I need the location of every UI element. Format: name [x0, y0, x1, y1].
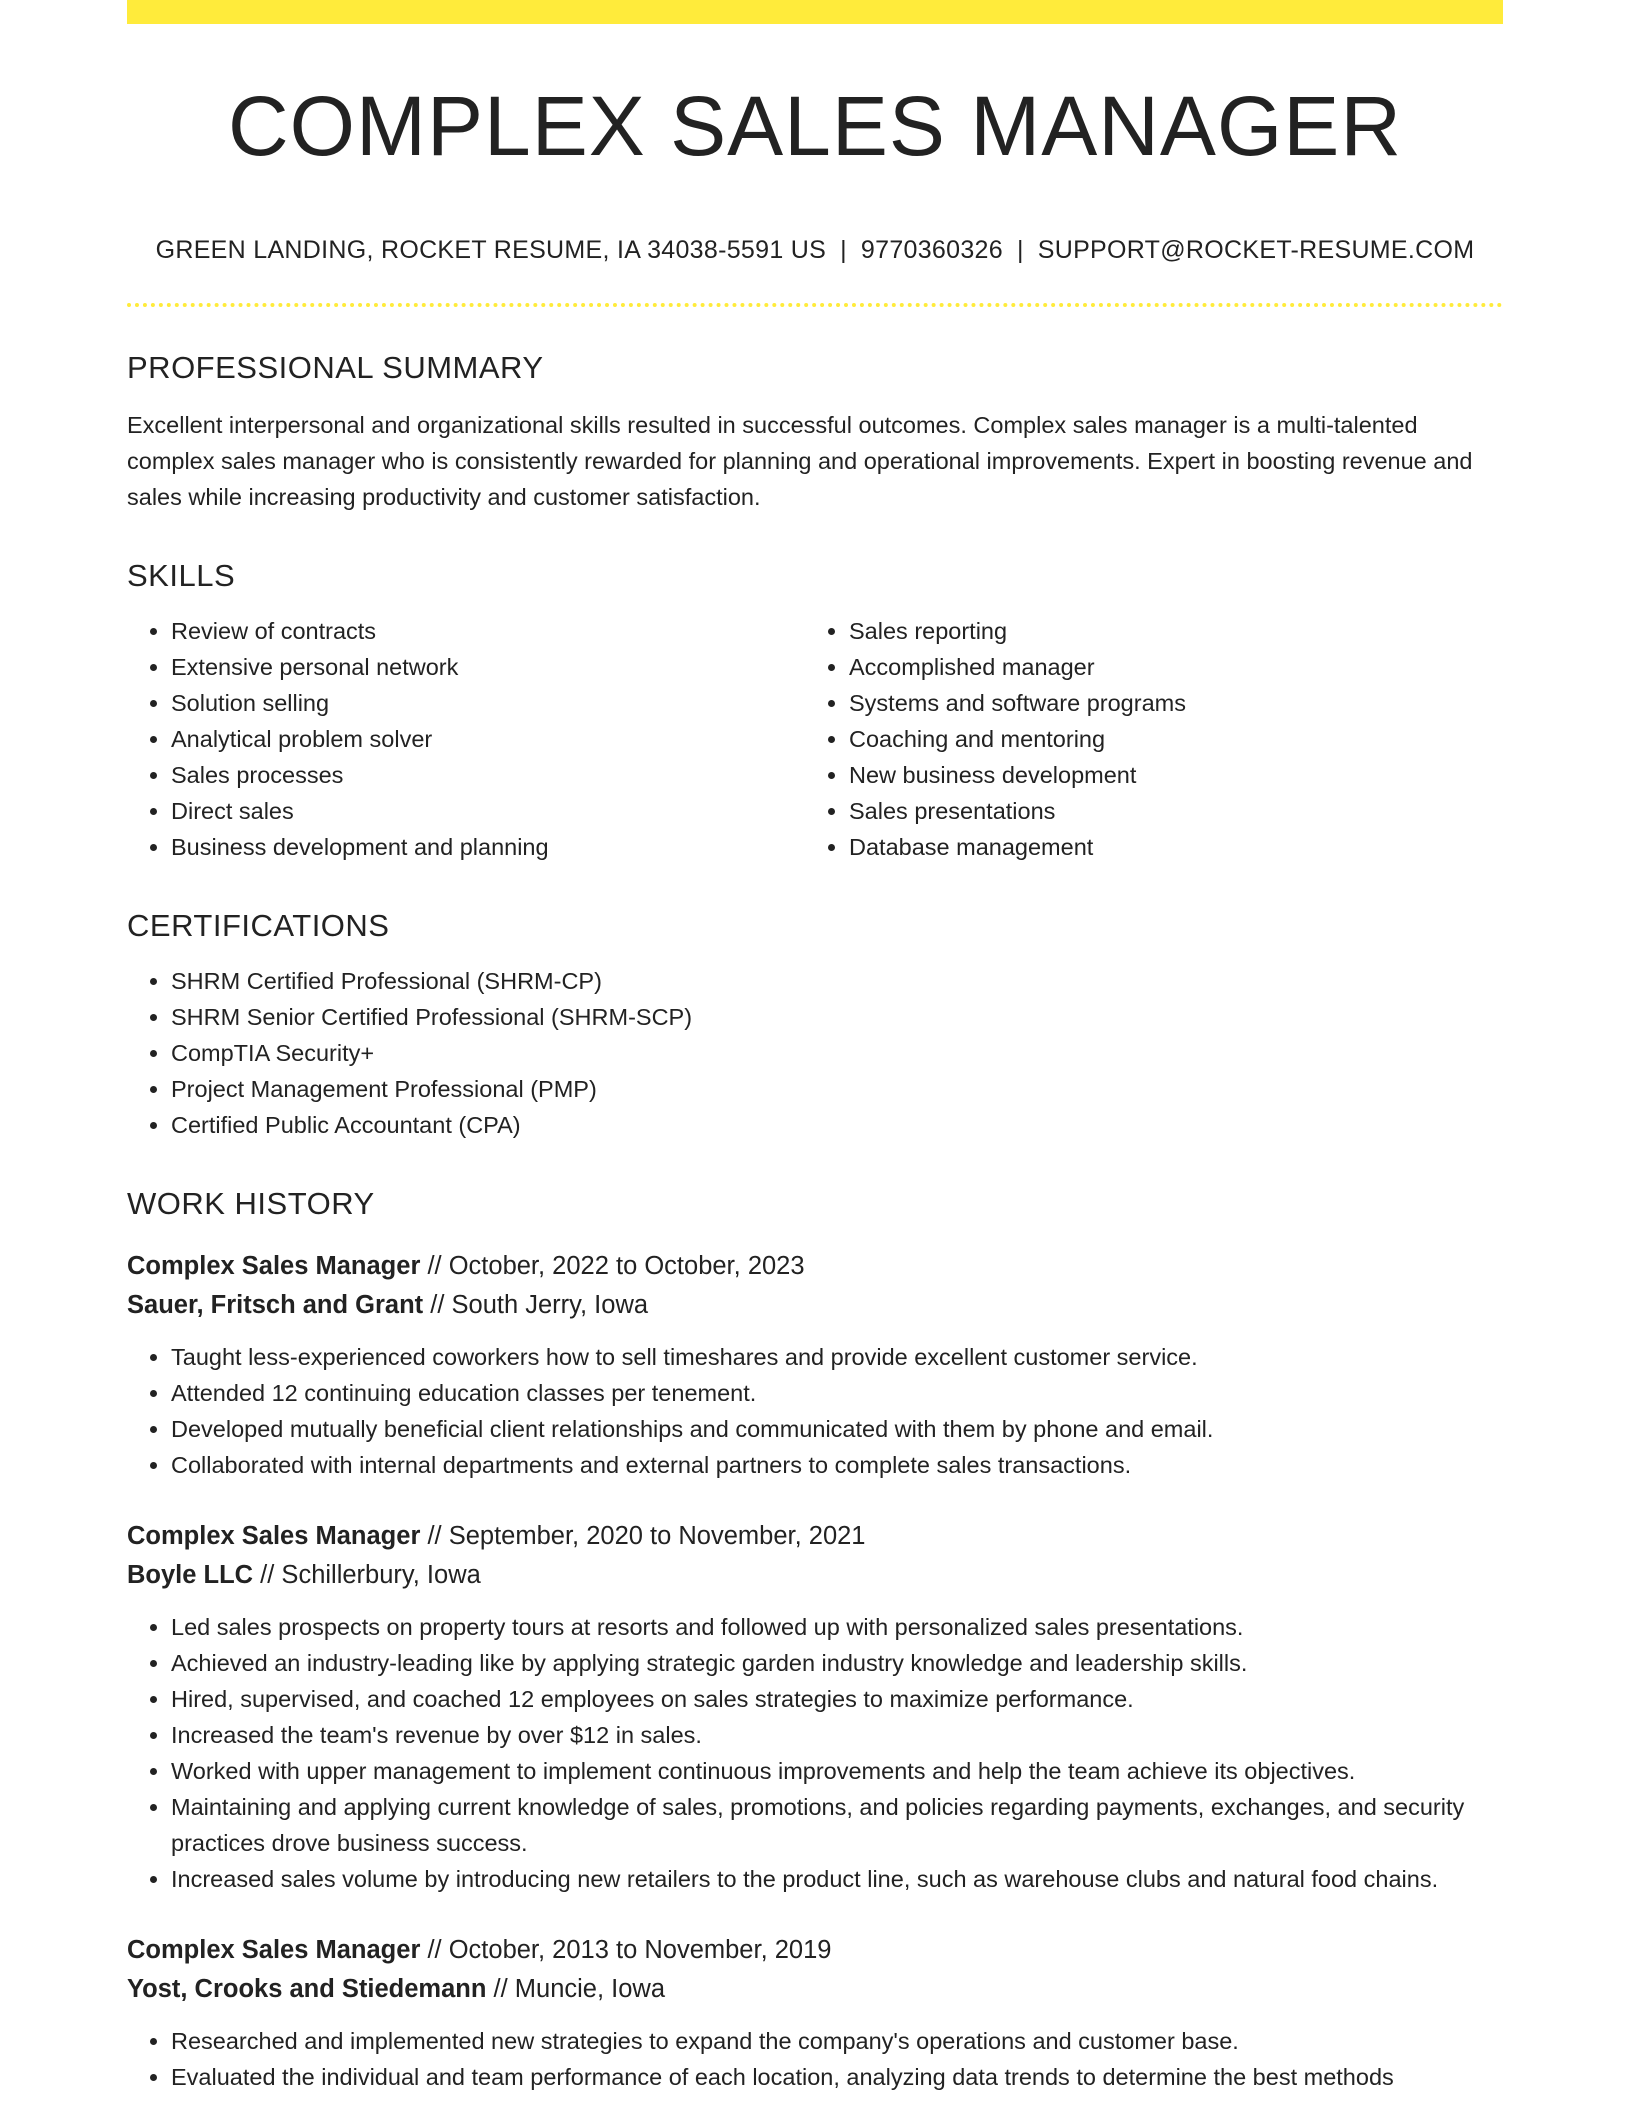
summary-text: Excellent interpersonal and organizational skills resulted in successful outcomes. Complex sales manager is a multi-talented complex sales manager who is consistently rewarded for planning and operational improvements. Expert in boosting revenue and sales while increasing productivity and customer satisfaction. — [127, 412, 1473, 511]
certifications-section — [127, 909, 1503, 1143]
job-company-line — [127, 1970, 1503, 2009]
job-location: // Schillerbury, Iowa — [253, 1561, 481, 1590]
resume-name: COMPLEX SALES MANAGER — [228, 79, 1402, 173]
certifications-list — [127, 963, 1503, 1143]
job-dates: // September, 2020 to November, 2021 — [420, 1522, 866, 1551]
skill-item: • New business development — [849, 757, 1483, 793]
skill-item: • Sales processes — [171, 757, 805, 793]
job-bullet: • Increased sales volume by introducing new retailers to the product line, such as warehouse clubs and natural food chains. — [171, 1861, 1503, 1897]
job-entry — [127, 1247, 1503, 1483]
skill-item: • Solution selling — [171, 685, 805, 721]
job-bullet: • Evaluated the individual and team performance of each location, analyzing data trends to determine the best methods — [171, 2059, 1503, 2095]
job-company-line — [127, 1556, 1503, 1595]
contact-line — [127, 236, 1503, 265]
certifications-title: CERTIFICATIONS — [127, 908, 390, 944]
job-bullet: • Maintaining and applying current knowledge of sales, promotions, and policies regarding payments, exchanges, and security practices drove business success. — [171, 1789, 1503, 1861]
job-location: // Muncie, Iowa — [486, 1975, 666, 2004]
job-role-line — [127, 1517, 1503, 1556]
job-company: Boyle LLC — [127, 1561, 254, 1590]
contact-address: GREEN LANDING, ROCKET RESUME, IA 34038-5591 US — [155, 236, 827, 264]
resume-page — [127, 0, 1503, 2095]
skill-item: • Sales presentations — [849, 793, 1483, 829]
skills-title: SKILLS — [127, 558, 236, 594]
job-company-line — [127, 1286, 1503, 1325]
skill-item: • Analytical problem solver — [171, 721, 805, 757]
skills-list-right — [805, 613, 1483, 865]
job-role-line — [127, 1931, 1503, 1970]
dotted-divider — [127, 303, 1503, 307]
certification-item: • SHRM Certified Professional (SHRM-CP) — [171, 963, 1503, 999]
job-bullet: • Led sales prospects on property tours at resorts and followed up with personalized sales presentations. — [171, 1609, 1503, 1645]
job-bullet: • Hired, supervised, and coached 12 employees on sales strategies to maximize performance. — [171, 1681, 1503, 1717]
job-bullet: • Achieved an industry-leading like by applying strategic garden industry knowledge and leadership skills. — [171, 1645, 1503, 1681]
work-history-title: WORK HISTORY — [127, 1186, 375, 1222]
job-company: Sauer, Fritsch and Grant — [127, 1291, 424, 1320]
job-bullet: • Researched and implemented new strategies to expand the company's operations and customer base. — [171, 2023, 1503, 2059]
job-dates: // October, 2022 to October, 2023 — [420, 1252, 805, 1281]
job-role: Complex Sales Manager — [127, 1936, 421, 1965]
accent-top-bar — [127, 0, 1503, 24]
job-bullet: • Developed mutually beneficial client relationships and communicated with them by phone and email. — [171, 1411, 1503, 1447]
contact-phone: 9770360326 — [860, 236, 1003, 264]
job-company: Yost, Crooks and Stiedemann — [127, 1975, 487, 2004]
job-entry — [127, 1517, 1503, 1897]
contact-email: SUPPORT@ROCKET-RESUME.COM — [1037, 236, 1475, 264]
job-entry — [127, 1931, 1503, 2095]
job-role: Complex Sales Manager — [127, 1522, 421, 1551]
certification-item: • Certified Public Accountant (CPA) — [171, 1107, 1503, 1143]
job-bullets — [127, 1339, 1503, 1483]
job-bullet: • Attended 12 continuing education classes per tenement. — [171, 1375, 1503, 1411]
skill-item: • Systems and software programs — [849, 685, 1483, 721]
skill-item: • Business development and planning — [171, 829, 805, 865]
job-bullet: • Worked with upper management to implement continuous improvements and help the team achieve its objectives. — [171, 1753, 1503, 1789]
skill-item: • Accomplished manager — [849, 649, 1483, 685]
contact-separator: | — [1016, 236, 1024, 264]
job-bullet: • Collaborated with internal departments and external partners to complete sales transactions. — [171, 1447, 1503, 1483]
summary-title: PROFESSIONAL SUMMARY — [127, 350, 544, 385]
skill-item: • Extensive personal network — [171, 649, 805, 685]
job-bullet: • Taught less-experienced coworkers how to sell timeshares and provide excellent customer service. — [171, 1339, 1503, 1375]
summary-section — [127, 351, 1503, 515]
skills-section — [127, 559, 1503, 865]
certification-item: • Project Management Professional (PMP) — [171, 1071, 1503, 1107]
job-role: Complex Sales Manager — [127, 1252, 421, 1281]
certification-item: • SHRM Senior Certified Professional (SHRM-SCP) — [171, 999, 1503, 1035]
certification-item: • CompTIA Security+ — [171, 1035, 1503, 1071]
job-location: // South Jerry, Iowa — [423, 1291, 649, 1320]
skills-list-left — [127, 613, 805, 865]
job-bullets — [127, 1609, 1503, 1897]
skills-grid — [127, 613, 1503, 865]
skill-item: • Review of contracts — [171, 613, 805, 649]
work-history-section — [127, 1187, 1503, 2095]
job-dates: // October, 2013 to November, 2019 — [420, 1936, 832, 1965]
job-bullet: • Increased the team's revenue by over $12 in sales. — [171, 1717, 1503, 1753]
skill-item: • Direct sales — [171, 793, 805, 829]
skill-item: • Coaching and mentoring — [849, 721, 1483, 757]
job-bullets — [127, 2023, 1503, 2095]
job-role-line — [127, 1247, 1503, 1286]
skill-item: • Database management — [849, 829, 1483, 865]
skill-item: • Sales reporting — [849, 613, 1483, 649]
contact-separator: | — [840, 236, 847, 264]
